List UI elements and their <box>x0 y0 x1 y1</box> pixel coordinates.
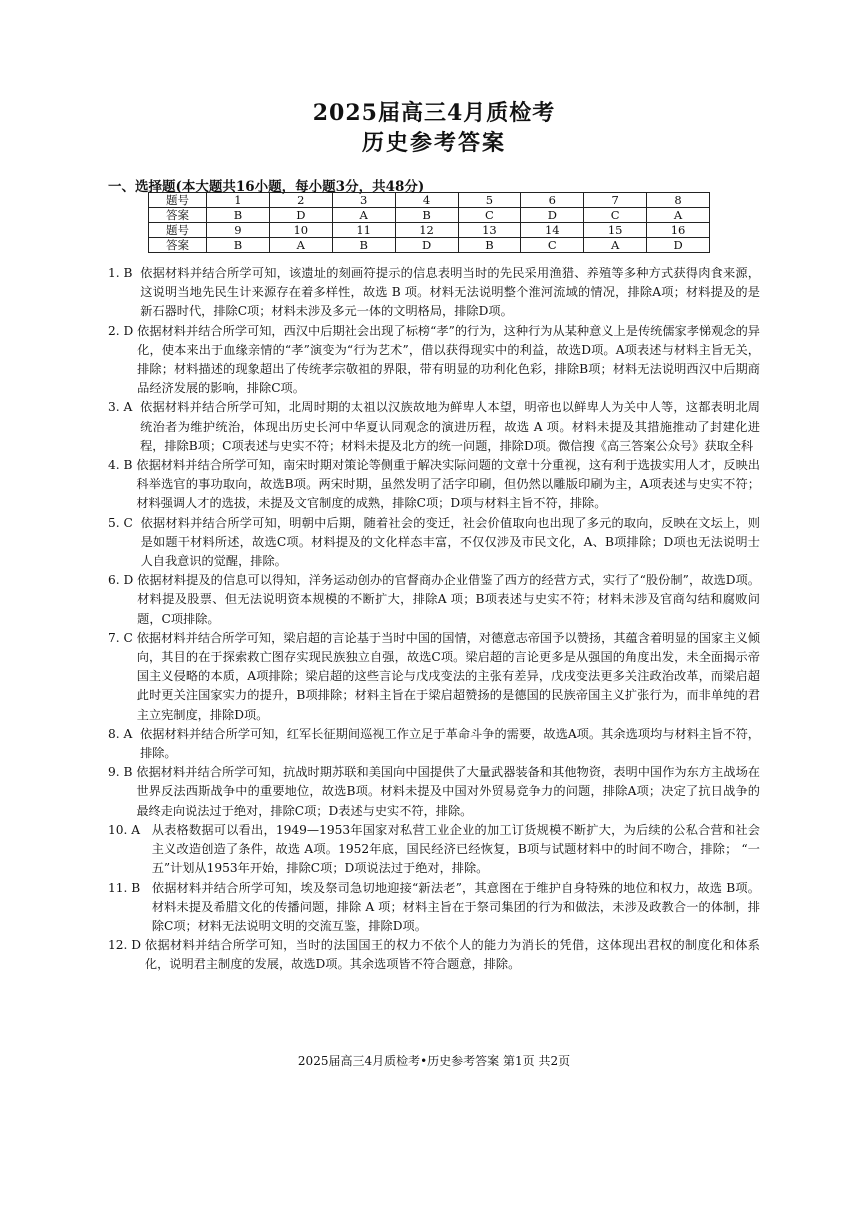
document-subtitle: 历史参考答案 <box>361 130 506 156</box>
answer-item-text: 依据材料并结合所学可知，埃及祭司急切地迎接“新法老”，其意图在于维护自身特殊的地位和权力，故选 B项。材料未提及希腊文化的传播问题，排除 A 项；材料主旨在于祭司集团的行为和做法，未涉及政教合一的体制，排除C项；材料无法说明文明的交流互鉴，排除D项。 <box>151 880 760 933</box>
table-cell: C <box>521 238 584 253</box>
answer-item-number: 10. A <box>108 822 152 837</box>
table-cell: D <box>521 208 584 223</box>
document-title: 2025届高三4月质检考 <box>312 100 556 126</box>
row-label: 答案 <box>149 238 207 253</box>
answer-item <box>108 322 760 399</box>
answer-item <box>108 821 760 879</box>
answer-item-text: 依据材料并结合所学可知，北周时期的太祖以汉族故地为鲜卑人本望，明帝也以鲜卑人为关中人等，这都表明北周统治者为维护统治，体现出历史长河中华夏认同观念的演进历程，故选 A 项。材料未提及其措施推动了封建化进程，排除B项；C项表述与史实不符；材料未提及北方的统一问题，排除D项。微信搜《高三答案公众号》获取全科 <box>140 400 760 453</box>
answer-item-text: 从表格数据可以看出，1949—1953年国家对私营工业企业的加工订货规模不断扩大，为后续的公私合营和社会主义改造创造了条件，故选 A项。1952年底，国民经济已经恢复，B项与试题材料中的时间不吻合，排除； “一五”计划从1953年开始，排除C项；D项说法过于绝对，排除。 <box>151 822 760 876</box>
table-cell: D <box>269 208 332 223</box>
answer-item-text: 依据材料并结合所学可知，梁启超的言论基于当时中国的国情，对德意志帝国予以赞扬，其蕴含着明显的国家主义倾向，其目的在于探索救亡图存实现民族独立自强，故选C项。梁启超的言论更多是从强国的角度出发，未全面揭示帝国主义侵略的本质，A项排除；梁启超的这些言论与戊戌变法的主张有差异，戊戌变法更多关注政治改革，而梁启超此时更关注国家实力的提升，B项排除；材料主旨在于梁启超赞扬的是德国的民族帝国主义扩张行为，而非单纯的君主立宪制度，排除D项。 <box>136 630 760 722</box>
answer-item <box>108 725 760 763</box>
table-cell: A <box>332 208 395 223</box>
table-cell: B <box>332 238 395 253</box>
answer-item <box>108 456 760 514</box>
answer-item-text: 依据材料并结合所学可知，明朝中后期，随着社会的变迁，社会价值取向也出现了多元的取向，反映在文坛上，则是如题干材料所述，故选C项。材料提及的文化样态丰富，不仅仅涉及市民文化，A、B项排除；D项也无法说明士人自我意识的觉醒，排除。 <box>140 515 760 569</box>
table-cell: B <box>207 238 270 253</box>
table-cell: D <box>647 238 710 253</box>
answer-item-number: 8. A <box>108 726 141 741</box>
table-row <box>149 193 710 208</box>
row-label: 题号 <box>149 223 207 238</box>
page-footer: 2025届高三4月质检考•历史参考答案 第1页 共2页 <box>297 1054 571 1068</box>
table-row <box>149 208 710 223</box>
table-cell: D <box>395 238 458 253</box>
table-cell: 16 <box>647 223 710 238</box>
table-cell: 9 <box>207 223 270 238</box>
answer-item-text: 依据材料并结合所学可知，抗战时期苏联和美国向中国提供了大量武器装备和其他物资，表明中国作为东方主战场在世界反法西斯战争中的重要地位，故选B项。材料未提及中国对外贸易竞争力的问题，排除A项；决定了抗日战争的最终走向说法过于绝对，排除C项；D表述与史实不符，排除。 <box>136 765 760 818</box>
answer-item-number: 1. B <box>108 266 141 280</box>
table-cell: B <box>395 208 458 223</box>
table-cell: C <box>458 208 521 223</box>
section-heading: 一、选择题(本大题共16小题，每小题3分，共48分) <box>108 179 425 195</box>
table-cell: A <box>269 238 332 253</box>
answer-item <box>108 629 760 725</box>
answer-item <box>108 763 760 821</box>
answer-item-number: 3. A <box>108 400 141 415</box>
table-cell: A <box>584 238 647 253</box>
answer-item-number: 6. D <box>108 573 138 588</box>
row-label: 答案 <box>149 208 207 223</box>
table-cell: 6 <box>521 193 584 208</box>
table-cell: B <box>458 238 521 253</box>
answer-item-text: 依据材料并结合所学可知，当时的法国国王的权力不依个人的能力为消长的凭借，这体现出君权的制度化和体系化，说明君主制度的发展，故选D项。其余选项皆不符合题意，排除。 <box>144 938 760 972</box>
table-cell: 11 <box>332 223 395 238</box>
table-cell: 1 <box>207 193 270 208</box>
answer-explanations <box>108 264 760 975</box>
answer-item-text: 依据材料并结合所学可知，红军长征期间巡视工作立足于革命斗争的需要，故选A项。其余选项均与材料主旨不符，排除。 <box>140 726 760 761</box>
answer-item-text: 依据材料并结合所学可知，西汉中后期社会出现了标榜“孝”的行为，这种行为从某种意义上是传统儒家孝悌观念的异化，使本来出于血缘亲情的“孝”演变为“行为艺术”，借以获得现实中的利益，故选D项。A项表述与材料主旨无关，排除；材料描述的现象超出了传统孝宗敬祖的界限，带有明显的功利化色彩，排除B项；材料无法说明西汉中后期商品经济发展的影响，排除C项。 <box>137 323 760 396</box>
table-cell: 7 <box>584 193 647 208</box>
table-cell: A <box>647 208 710 223</box>
table-cell: B <box>207 208 270 223</box>
answer-item-number: 9. B <box>108 765 137 780</box>
answer-item-text: 依据材料并结合所学可知，南宋时期对策论等侧重于解决实际问题的文章十分重视，这有利于选拔实用人才，反映出科举选官的事功取向，故选B项。两宋时期，虽然发明了活字印刷，但仍然以雕版印刷为主，A项表述与史实不符；材料强调人才的选拔，未提及文官制度的成熟，排除C项；D项与材料主旨不符，排除。 <box>136 458 760 511</box>
table-cell: 2 <box>269 193 332 208</box>
answer-item <box>108 879 760 937</box>
table-row <box>149 223 710 238</box>
answer-item-number: 11. B <box>108 880 152 895</box>
answer-item-text: 依据材料提及的信息可以得知，洋务运动创办的官督商办企业借鉴了西方的经营方式，实行了“股份制”，故选D项。材料提及股票、但无法说明资本规模的不断扩大，排除A 项；B项表述与史实不符；材料未涉及官商勾结和腐败问题，C项排除。 <box>137 573 760 626</box>
answer-item-text: 依据材料并结合所学可知，该遗址的刻画符提示的信息表明当时的先民采用渔猎、养殖等多种方式获得肉食来源，这说明当地先民生计来源存在着多样性，故选 B 项。材料无法说明整个淮河流域的情况，排除A项；材料提及的是新石器时代，排除C项；材料未涉及多元一体的文明格局，排除D项。 <box>140 266 760 319</box>
answer-item <box>108 398 760 456</box>
answer-item-number: 2. D <box>108 323 138 338</box>
table-cell: 8 <box>647 193 710 208</box>
answer-item-number: 12. D <box>108 938 145 953</box>
table-cell: C <box>584 208 647 223</box>
table-cell: 13 <box>458 223 521 238</box>
answer-item-number: 4. B <box>108 458 137 473</box>
table-row <box>149 238 710 253</box>
row-label: 题号 <box>149 193 207 208</box>
table-cell: 5 <box>458 193 521 208</box>
table-cell: 4 <box>395 193 458 208</box>
table-cell: 14 <box>521 223 584 238</box>
answer-item <box>108 264 760 322</box>
table-cell: 10 <box>269 223 332 238</box>
table-cell: 15 <box>584 223 647 238</box>
table-cell: 12 <box>395 223 458 238</box>
answer-item <box>108 571 760 629</box>
answer-item <box>108 514 760 572</box>
answer-table <box>148 192 710 253</box>
table-cell: 3 <box>332 193 395 208</box>
answer-item-number: 5. C <box>108 515 141 530</box>
answer-item-number: 7. C <box>108 630 137 645</box>
answer-item <box>108 936 760 974</box>
